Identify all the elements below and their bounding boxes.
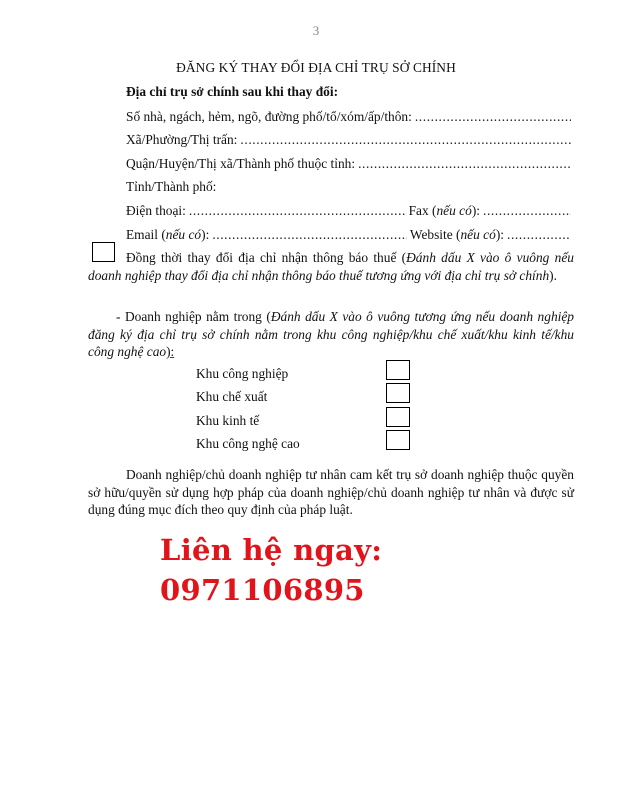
field-ward <box>126 132 574 150</box>
zone-checkbox-export[interactable] <box>386 383 410 403</box>
tax-notice-instruction: Đánh dấu X vào ô vuông nếu doanh nghiệp thay đổi địa chỉ nhận thông báo thuế tương ứng với địa chỉ trụ sở chính <box>88 250 574 283</box>
field-email-note: nếu có <box>165 227 202 242</box>
commitment-paragraph: Doanh nghiệp/chủ doanh nghiệp tư nhân cam kết trụ sở doanh nghiệp thuộc quyền sở hữu/quyền sử dụng hợp pháp của doanh nghiệp/chủ doanh nghiệp tư nhân và được sử dụng đúng mục đích theo quy định của pháp luật. <box>88 467 574 517</box>
field-district-label: Quận/Huyện/Thị xã/Thành phố thuộc tỉnh: <box>126 156 356 171</box>
zone-label-hightech: Khu công nghệ cao <box>196 436 300 451</box>
field-ward-blank[interactable] <box>240 135 571 145</box>
field-province-label: Tỉnh/Thành phố: <box>126 179 217 194</box>
field-district-blank[interactable] <box>358 159 571 169</box>
field-ward-label: Xã/Phường/Thị trấn: <box>126 132 238 147</box>
zone-intro-text: - Doanh nghiệp nằm trong ( <box>116 309 271 324</box>
field-phone-blank[interactable] <box>189 206 406 216</box>
field-website-label: Website ( <box>409 227 461 242</box>
field-street-label: Số nhà, ngách, hẻm, ngõ, đường phố/tổ/xóm/ấp/thôn: <box>126 109 412 124</box>
field-website-tail: ): <box>495 227 504 242</box>
field-fax-note: nếu có <box>436 203 472 218</box>
contact-heading: Liên hệ ngay: <box>160 533 383 567</box>
zone-intro-paragraph <box>88 308 574 361</box>
contact-phone[interactable]: 0971106895 <box>160 573 365 607</box>
field-district <box>126 156 574 174</box>
field-street <box>126 109 574 127</box>
field-email-tail: ): <box>201 227 210 242</box>
zone-checkbox-industrial[interactable] <box>386 360 410 380</box>
tax-notice-paragraph <box>88 249 574 284</box>
field-email-label: Email ( <box>126 227 166 242</box>
field-website-note: nếu có <box>460 227 496 242</box>
field-email-blank[interactable] <box>212 230 407 240</box>
section-heading: Địa chỉ trụ sở chính sau khi thay đổi: <box>126 84 339 99</box>
page-number: 3 <box>312 23 320 38</box>
page-title: ĐĂNG KÝ THAY ĐỔI ĐỊA CHỈ TRỤ SỞ CHÍNH <box>176 60 456 75</box>
zone-intro-instruction: Đánh dấu X vào ô vuông tương ứng nếu doanh nghiệp đăng ký địa chỉ trụ sở chính nằm trong khu công nghiệp/khu chế xuất/khu kinh tế/khu công nghệ cao <box>88 309 574 359</box>
zone-label-export: Khu chế xuất <box>196 389 268 404</box>
zone-label-economic: Khu kinh tế <box>196 413 260 428</box>
field-email-website <box>126 227 574 245</box>
field-fax-label: Fax ( <box>408 203 437 218</box>
zone-intro-tail: ): <box>166 344 175 359</box>
zone-checkbox-hightech[interactable] <box>386 430 410 450</box>
field-phone-fax <box>126 203 574 221</box>
field-street-blank[interactable] <box>415 112 571 122</box>
field-province <box>126 179 574 197</box>
tax-notice-text: Đồng thời thay đổi địa chỉ nhận thông báo thuế ( <box>126 250 407 265</box>
tax-notice-tail: ). <box>549 267 557 283</box>
field-fax-tail: ): <box>471 203 480 218</box>
field-website-blank[interactable] <box>507 230 571 240</box>
zone-checkbox-economic[interactable] <box>386 407 410 427</box>
field-fax-blank[interactable] <box>483 206 571 216</box>
zone-label-industrial: Khu công nghiệp <box>196 366 289 381</box>
field-phone-label: Điện thoại: <box>126 203 186 218</box>
